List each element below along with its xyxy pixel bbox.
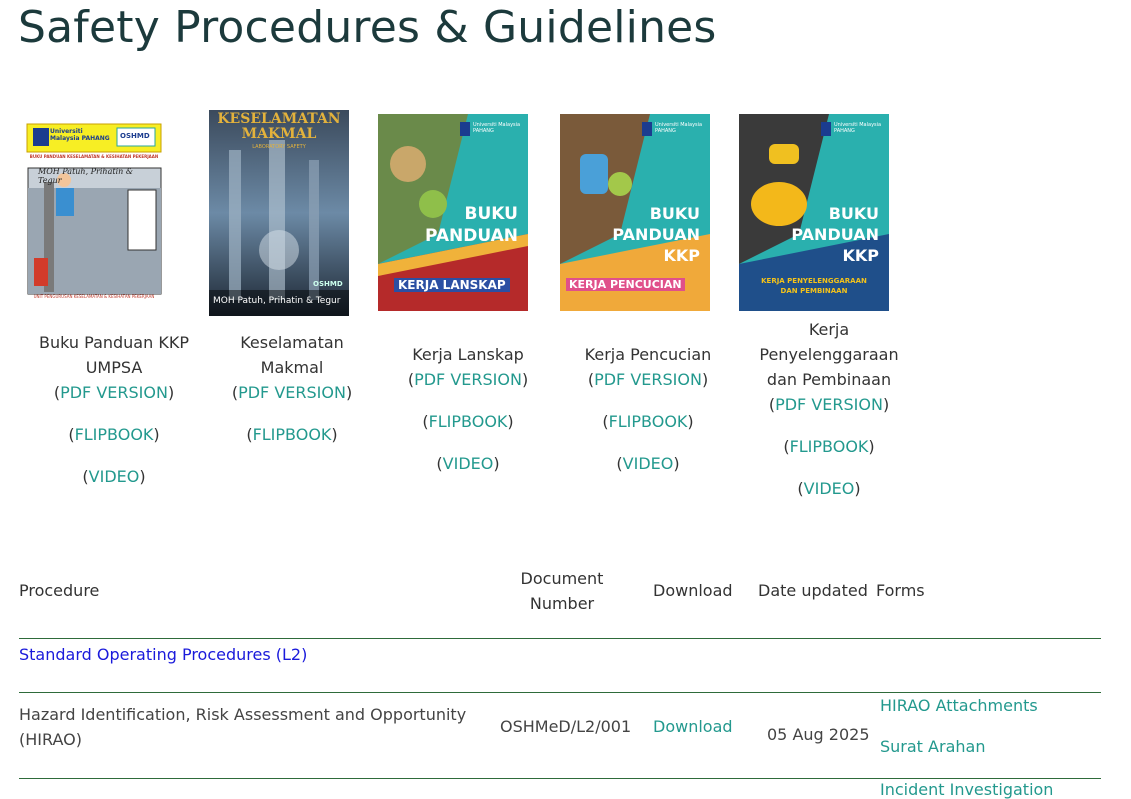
cover-banner: KERJA LANSKAP xyxy=(394,278,510,292)
book-cover-kerja-penyelenggaraan[interactable] xyxy=(739,114,889,311)
book-cover-kkp-umpsa[interactable] xyxy=(24,118,164,304)
column-header-procedure: Procedure xyxy=(19,581,100,600)
cover-line2: PANDUAN xyxy=(612,225,700,244)
cover-line1: BUKU xyxy=(649,204,700,223)
book-item-kerja-lanskap: Kerja Lanskap (PDF VERSION) (FLIPBOOK) (VIDEO) xyxy=(378,342,558,476)
pdf-version-link[interactable]: PDF VERSION xyxy=(594,370,702,389)
book-name: Kerja Pencucian xyxy=(584,345,712,364)
book-item-kerja-penyelenggaraan: Kerja Penyelenggaraan dan Pembinaan (PDF VERSION) (FLIPBOOK) (VIDEO) xyxy=(739,317,919,501)
flipbook-link[interactable]: FLIPBOOK xyxy=(74,425,154,444)
form-link-surat-arahan[interactable]: Surat Arahan xyxy=(880,737,986,756)
book-name: Keselamatan xyxy=(240,333,344,352)
cover-line2: PANDUAN xyxy=(424,226,518,246)
cover-slogan: MOH Patuh, Prihatin & Tegur xyxy=(38,167,133,185)
cover-banner-line2: DAN PEMBINAAN xyxy=(780,287,848,295)
cover-title-line1: KESELAMATAN xyxy=(217,111,341,127)
column-header-download: Download xyxy=(653,581,733,600)
video-link[interactable]: VIDEO xyxy=(88,467,140,486)
cover-badge: OSHMD xyxy=(120,132,150,140)
flipbook-link[interactable]: FLIPBOOK xyxy=(608,412,688,431)
cover-org: Universiti Malaysia PAHANG xyxy=(655,122,703,134)
cover-line3: KKP xyxy=(663,246,700,265)
cover-org: Universiti Malaysia PAHANG xyxy=(50,128,110,142)
book-name: Buku Panduan KKP xyxy=(39,333,189,352)
book-cover-kkp-umpsa-image xyxy=(24,118,164,304)
cover-line1: BUKU xyxy=(464,204,518,224)
cover-footer: UNIT PENGURUSAN KESELAMATAN & KESIHATAN PEKERJAAN xyxy=(33,294,155,299)
form-link-hirao-attachments[interactable]: HIRAO Attachments xyxy=(880,696,1038,715)
cover-org: Universiti Malaysia PAHANG xyxy=(834,122,882,134)
cover-slogan: MOH Patuh, Prihatin & Tegur xyxy=(213,296,341,306)
flipbook-link[interactable]: FLIPBOOK xyxy=(428,412,508,431)
book-item-keselamatan-makmal: Keselamatan Makmal (PDF VERSION) (FLIPBOOK) xyxy=(202,330,382,447)
pdf-version-link[interactable]: PDF VERSION xyxy=(238,383,346,402)
book-name: Kerja xyxy=(808,320,850,339)
column-header-forms: Forms xyxy=(876,581,925,600)
cover-banner xyxy=(743,276,885,296)
download-link[interactable]: Download xyxy=(653,717,733,736)
book-name-line2: UMPSA xyxy=(85,358,143,377)
cover-subtitle: LABORATORY SAFETY xyxy=(252,144,306,150)
cover-line2: PANDUAN xyxy=(791,225,879,244)
form-link-partial[interactable]: Incident Investigation xyxy=(880,780,1054,799)
book-name-line2: Penyelenggaraan xyxy=(759,345,899,364)
page-title: Safety Procedures & Guidelines xyxy=(18,2,717,53)
document-number: OSHMeD/L2/001 xyxy=(500,717,632,736)
cover-banner-line1: KERJA PENYELENGGARAAN xyxy=(761,277,867,285)
table-divider xyxy=(19,778,1101,779)
procedure-name-line2: (HIRAO) xyxy=(19,730,82,749)
column-header-document-number xyxy=(510,566,614,616)
procedure-name xyxy=(19,702,489,752)
table-divider xyxy=(19,692,1101,693)
book-cover-keselamatan-makmal[interactable] xyxy=(209,110,349,316)
procedure-name-line1: Hazard Identification, Risk Assessment and Opportunity xyxy=(19,705,467,724)
pdf-version-link[interactable]: PDF VERSION xyxy=(775,395,883,414)
book-item-kkp-umpsa: Buku Panduan KKP UMPSA (PDF VERSION) (FLIPBOOK) (VIDEO) xyxy=(24,330,204,489)
cover-title-line2: MAKMAL xyxy=(241,126,317,142)
date-updated: 05 Aug 2025 xyxy=(767,725,870,744)
video-link[interactable]: VIDEO xyxy=(803,479,855,498)
pdf-version-link[interactable]: PDF VERSION xyxy=(60,383,168,402)
cover-header: BUKU PANDUAN KESELAMATAN & KESIHATAN PEKERJAAN xyxy=(29,154,159,159)
section-link-standard-operating-procedures[interactable]: Standard Operating Procedures (L2) xyxy=(19,645,308,664)
book-name-line2: Makmal xyxy=(260,358,324,377)
video-link[interactable]: VIDEO xyxy=(622,454,674,473)
book-cover-kerja-pencucian[interactable] xyxy=(560,114,710,311)
column-header-date-updated: Date updated xyxy=(758,581,868,600)
flipbook-link[interactable]: FLIPBOOK xyxy=(252,425,332,444)
cover-line3: KKP xyxy=(842,246,879,265)
cover-badge: OSHMD xyxy=(313,280,343,288)
book-item-kerja-pencucian: Kerja Pencucian (PDF VERSION) (FLIPBOOK) (VIDEO) xyxy=(558,342,738,476)
flipbook-link[interactable]: FLIPBOOK xyxy=(789,437,869,456)
cover-title xyxy=(209,112,349,142)
book-name-line3: dan Pembinaan xyxy=(766,370,892,389)
cover-line1: BUKU xyxy=(828,204,879,223)
cover-org: Universiti Malaysia PAHANG xyxy=(473,122,521,134)
book-name: Kerja Lanskap xyxy=(412,345,524,364)
download-cell xyxy=(653,714,733,739)
table-divider xyxy=(19,638,1101,639)
video-link[interactable]: VIDEO xyxy=(442,454,494,473)
column-header-document-line2: Number xyxy=(529,594,595,613)
pdf-version-link[interactable]: PDF VERSION xyxy=(414,370,522,389)
column-header-document-line1: Document xyxy=(520,569,604,588)
cover-banner: KERJA PENCUCIAN xyxy=(566,278,685,291)
book-cover-kerja-lanskap[interactable] xyxy=(378,114,528,311)
